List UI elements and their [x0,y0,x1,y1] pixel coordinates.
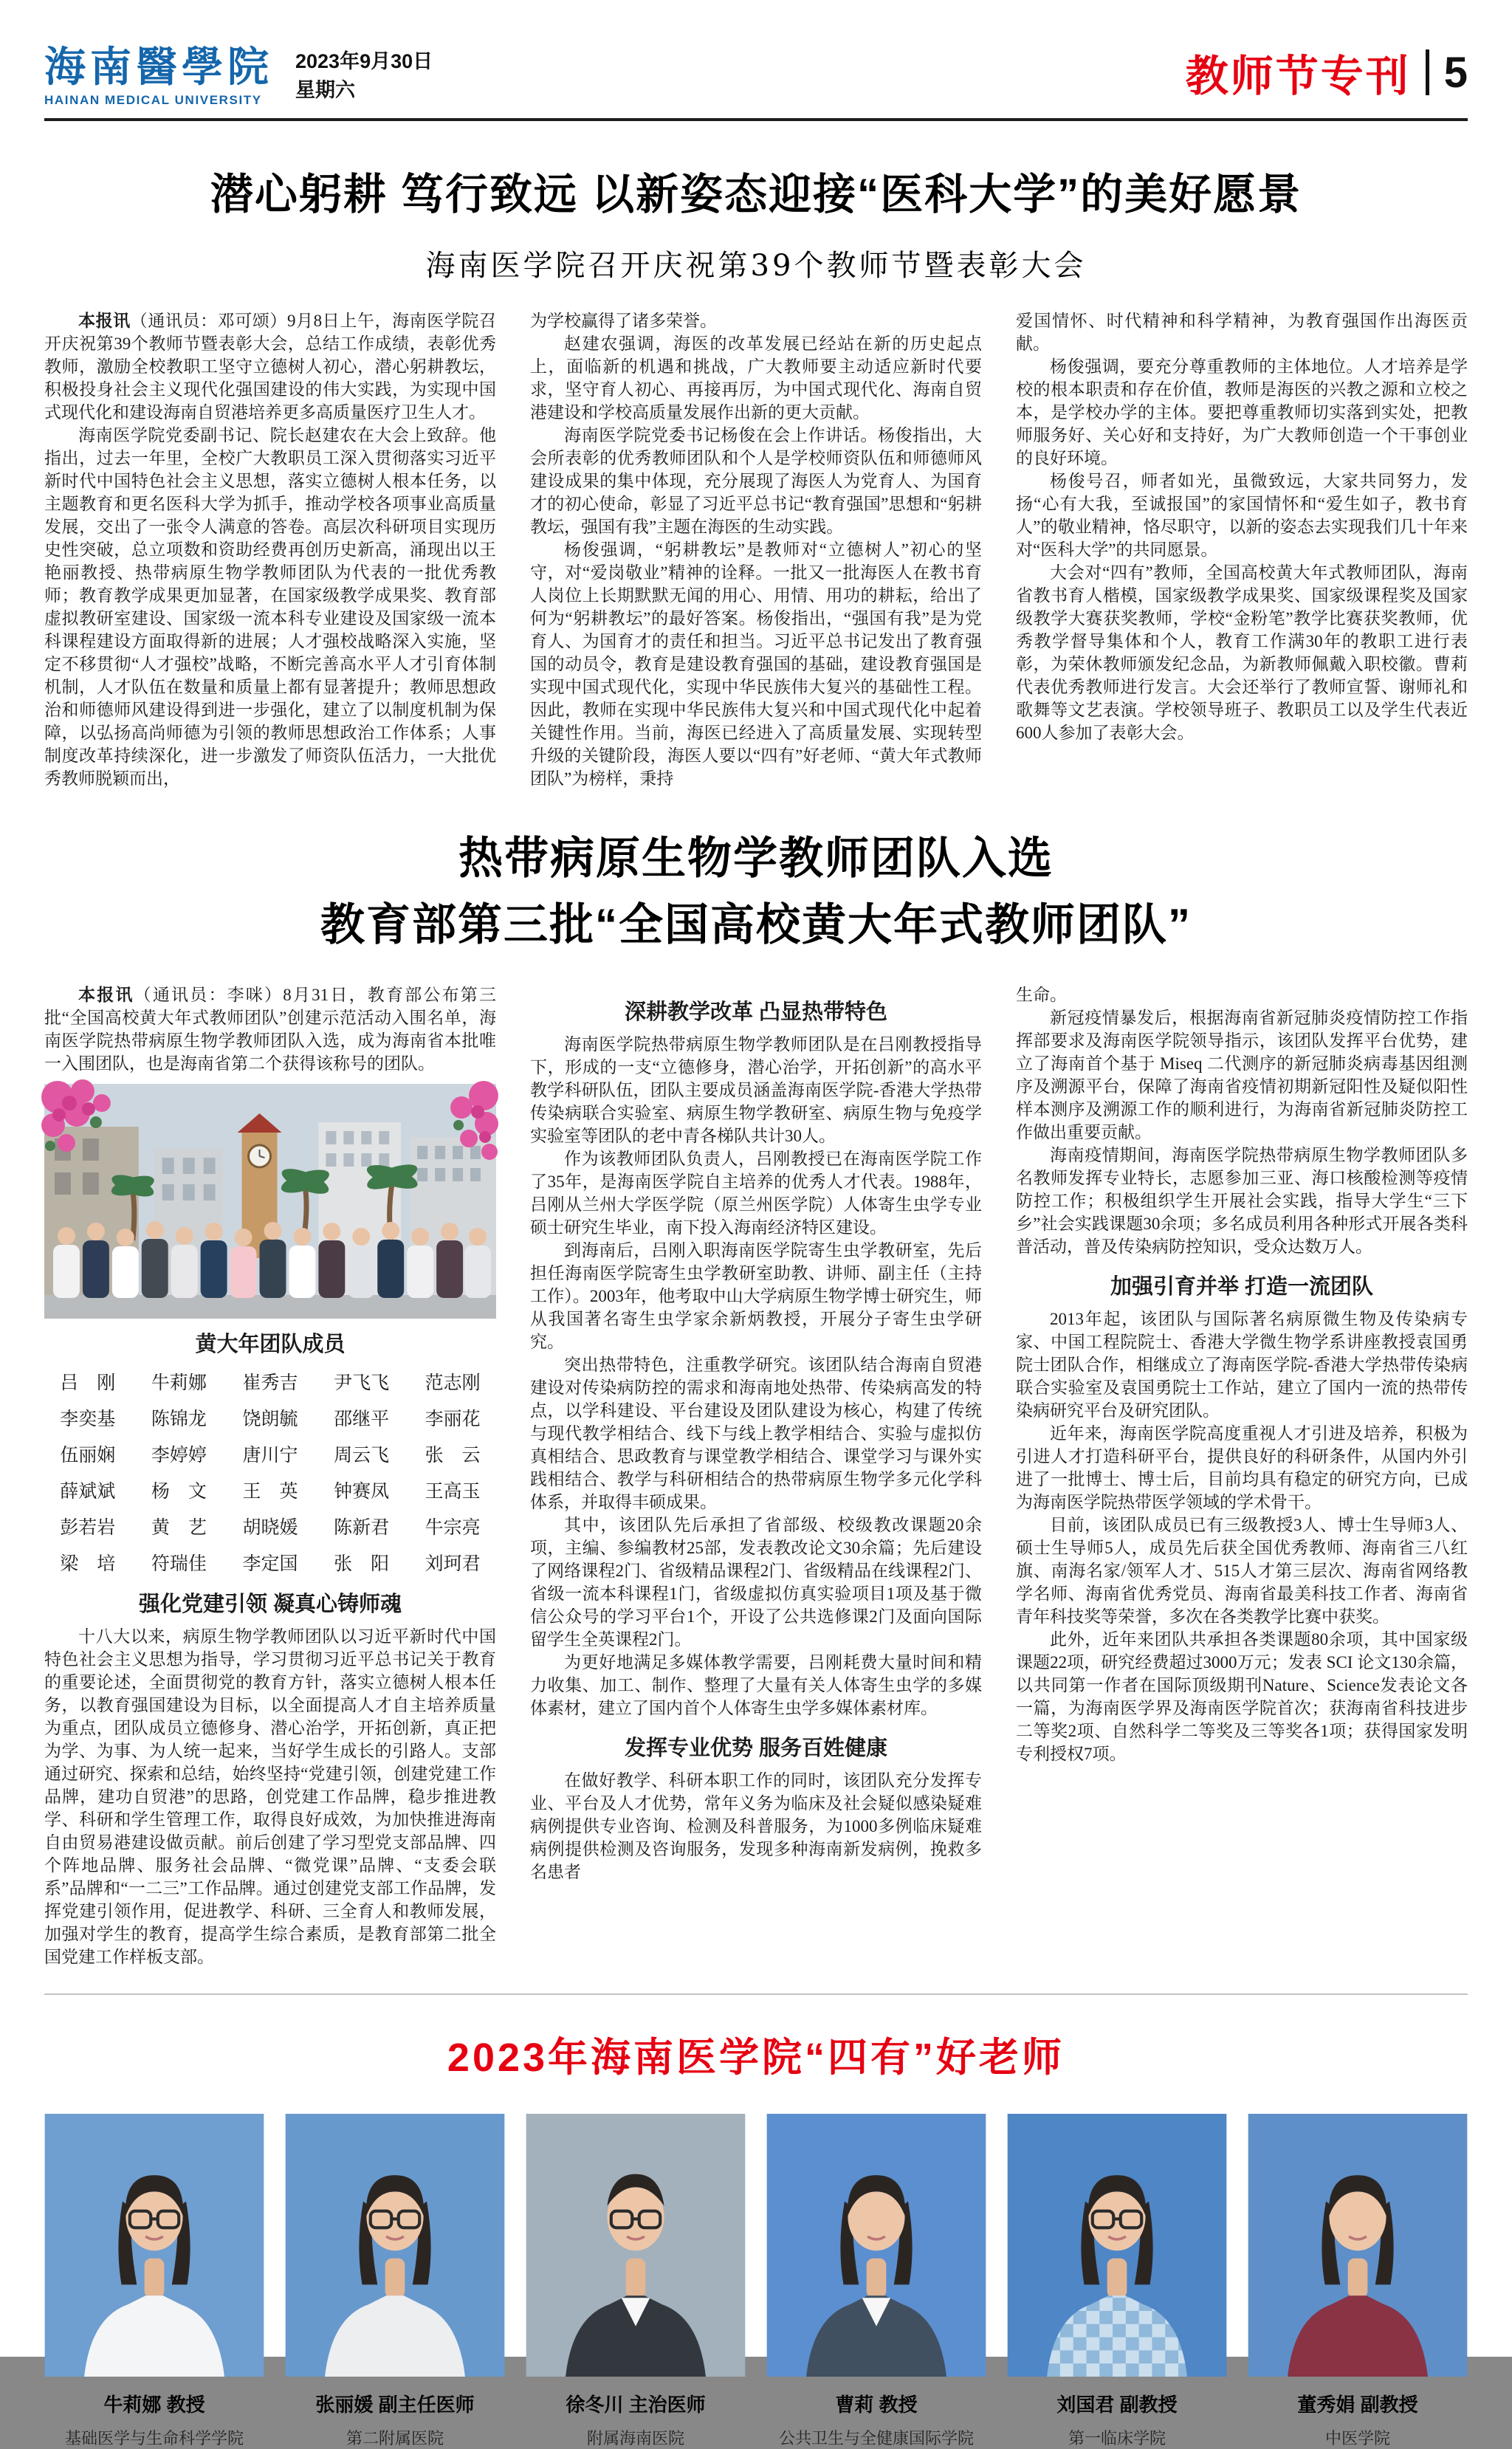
team-member-name: 李丽花 [425,1408,481,1429]
group-people [53,1221,491,1298]
teacher-name: 牛莉娜 教授 [103,2394,205,2416]
article1-body [44,309,1468,790]
team-member-name: 张 云 [425,1444,481,1466]
article1-column-3 [1016,309,1468,790]
article1-headline: 潜心躬耕 笃行致远 以新姿态迎接“医科大学”的美好愿景 [210,171,1302,219]
article2-body [44,983,1468,1968]
teacher-affiliation: 第一临床学院 [1068,2429,1166,2448]
bottom-section-divider [44,1993,1468,1995]
logo-english-text: HAINAN MEDICAL UNIVERSITY [44,93,262,107]
article2-headline [44,825,1468,958]
good-teachers-row [44,2114,1468,2449]
body-paragraph: 作为该教师团队负责人，吕刚教授已在海南医学院工作了35年，是海南医学院自主培养的优秀人才代表。1988年，吕刚从兰州大学医学院（原兰州医学院）人体寄生虫学专业硕士研究生毕业，南下投入海南经济特区建设。 [530,1150,982,1237]
article1-subheadline: 海南医学院召开庆祝第39个教师节暨表彰大会 [425,249,1087,283]
masthead-rule [44,118,1468,121]
photo-caption: 黄大年团队成员 [195,1333,346,1356]
body-paragraph: 到海南后，吕刚入职海南医学院寄生虫学教研室，先后担任海南医学院寄生虫学教研室助教、讲师、副主任（主持工作）。2003年，他考取中山大学病原生物学博士研究生，师从我国著名寄生虫学家余新炳教授，开展分子寄生虫学研究。 [530,1241,982,1351]
teacher-name: 徐冬川 主治医师 [566,2394,706,2416]
teacher-card [526,2114,746,2449]
body-paragraph: 为学校赢得了诸多荣誉。 [530,312,717,330]
body-paragraph: 海南医学院党委副书记、院长赵建农在大会上致辞。他指出，过去一年里，全校广大教职员工深入贯彻落实习近平新时代中国特色社会主义思想，落实立德树人根本任务，以主题教育和更名医科大学为抓手，推动学校各项事业高质量发展，交出了一张令人满意的答卷。高层次科研项目实现历史性突破，总立项数和资助经费再创历史新高，涌现出以王艳丽教授、热带病原生物学教师团队为代表的一批优秀教师；教育教学成果更加显著，在国家级教学成果奖、教育部虚拟教研室建设、国家级一流本科专业建设及国家级一流本科课程建设方面取得新的进展；人才强校战略深入实施，坚定不移贯彻“人才强校”战略，不断完善高水平人才引育体制机制，人才队伍在数量和质量上都有显著提升；教师思想政治和师德师风建设得到进一步强化，建立了以制度机制为保障，以弘扬高尚师德为引领的教师思想政治工作体系；人事制度改革持续深化，进一步激发了师资队伍活力，一大批优秀教师脱颖而出， [44,426,496,788]
teacher-card [1248,2114,1468,2449]
body-paragraph: 海南疫情期间，海南医学院热带病原生物学教师团队多名教师发挥专业特长，志愿参加三亚、海口核酸检测等疫情防控工作；积极组织学生开展社会实践，指导大学生“三下乡”社会实践课题30余项；多名成员利用各种形式开展各类科普活动，普及传染病防控知识，受众达数万人。 [1016,1146,1468,1256]
body-paragraph: 在做好教学、科研本职工作的同时，该团队充分发挥专业、平台及人才优势，常年义务为临床及社会疑似感染疑难病例提供专业咨询、检测及科普服务，为1000多例临床疑难病例提供检测及咨询服务，发现多种海南新发病例，挽救多名患者 [530,1771,982,1881]
team-member-name: 王高玉 [425,1480,481,1502]
body-paragraph: 杨俊强调，要充分尊重教师的主体地位。人才培养是学校的根本职责和存在价值，教师是海医的兴教之源和立校之本，是学校办学的主体。要把尊重教师切实落到实处，把教师服务好、关心好和支持好，为广大教师创造一个干事创业的良好环境。 [1016,357,1468,467]
teacher-card [766,2114,986,2449]
logo-chinese-text: 海南醫學院 [44,43,273,92]
issue-date [295,47,433,106]
teacher-portrait [766,2114,986,2377]
section-heading: 加强引育并举 打造一流团队 [1110,1275,1374,1299]
teacher-name: 张丽媛 副主任医师 [315,2394,475,2416]
teacher-affiliation: 中医学院 [1324,2429,1390,2448]
teacher-affiliation: 第二附属医院 [346,2429,444,2448]
good-teachers-title: 2023年海南医学院“四有”好老师 [447,2036,1065,2080]
body-paragraph: 爱国情怀、时代精神和科学精神，为教育强国作出海医贡献。 [1016,312,1468,353]
article2-column-2 [530,983,982,1968]
team-member-name: 范志刚 [425,1372,481,1393]
team-member-name: 崔秀吉 [242,1372,298,1393]
body-paragraph: 十八大以来，病原生物学教师团队以习近平新时代中国特色社会主义思想为指导，学习贯彻习近平总书记关于教育的重要论述，全面贯彻党的教育方针，落实立德树人根本任务，以教育强国建设为目标，以全面提高人才自主培养质量为重点，团队成员立德修身、潜心治学，开拓创新，真正把为学、为事、为人统一起来，当好学生成长的引路人。支部通过研究、探索和总结，始终坚持“党建引领，创建党建工作品牌，建功自贸港”的思路，创党建工作品牌，稳步推进教学、科研和学生管理工作，取得良好成效，为加快推进海南自由贸易港建设做贡献。前后创建了学习型党支部品牌、四个阵地品牌、服务社会品牌、“微党课”品牌、“支委会联系”品牌和“一二三”工作品牌。通过创建党支部工作品牌，发挥党建引领作用，促进教学、科研、三全育人和教师发展，加强对学生的教育，提高学生综合素质，是教育部第二批全国党建工作样板支部。 [44,1627,496,1966]
team-member-name: 钟赛凤 [334,1480,390,1502]
teacher-portrait [1248,2114,1468,2377]
section-heading: 发挥专业优势 服务百姓健康 [624,1737,888,1760]
team-member-name: 薛斌斌 [60,1480,116,1502]
teacher-card [44,2114,264,2449]
article2-column-1-rest [44,1587,496,1968]
teacher-name: 曹莉 教授 [835,2394,918,2416]
body-paragraph: 近年来，海南医学院高度重视人才引进及培养，积极为引进人才打造科研平台，提供良好的科研条件，从国内外引进了一批博士、博士后，目前均具有稳定的研究方向，已成为海南医学院热带医学领域的学术骨干。 [1016,1424,1468,1511]
body-paragraph: 突出热带特色，注重教学研究。该团队结合海南自贸港建设对传染病防控的需求和海南地处热带、传染病高发的特点，以学科建设、平台建设及团队建设为核心，构建了传统与现代教学相结合、线下与线上教学相结合、实验与虚拟仿真相结合、思政教育与课堂教学相结合、课堂学习与课外实践相结合、教学与科研相结合的热带病原生物学多元化学科体系，并取得丰硕成果。 [530,1356,982,1511]
body-paragraph: 本报讯（通讯员：李咪）8月31日，教育部公布第三批“全国高校黄大年式教师团队”创建示范活动入围名单，海南医学院热带病原生物学教师团队入选，成为海南省本批唯一入围团队，也是海南省第二个获得该称号的团队。 [44,985,497,1073]
team-member-name: 张 阳 [334,1553,390,1574]
body-paragraph: 杨俊号召，师者如光，虽微致远，大家共同努力，发扬“心有大我，至诚报国”的家国情怀和“爱生如子，教书育人”的敬业精神，恪尽职守，以新的姿态去实现我们几十年来对“医科大学”的共同愿景。 [1016,472,1468,559]
team-member-name: 梁 培 [60,1553,116,1574]
team-member-name: 王 英 [242,1480,298,1502]
article2-headline-line2: 教育部第三批“全国高校黄大年式教师团队” [320,900,1192,949]
section-label: 教师节专刊 [1185,52,1411,100]
team-member-name: 李奕基 [60,1408,116,1429]
team-member-name: 李定国 [242,1553,298,1574]
report-lead: 本报讯 [78,985,134,1004]
teacher-card [285,2114,505,2449]
team-member-name: 李婷婷 [151,1444,207,1466]
team-member-name: 陈新君 [334,1517,390,1538]
teacher-portrait [526,2114,746,2377]
team-group-photo [44,1084,496,1319]
section-heading: 强化党建引领 凝真心铸师魂 [138,1593,402,1616]
teacher-affiliation: 基础医学与生命科学学院 [64,2429,244,2448]
team-members-list [44,1368,496,1576]
team-member-name: 牛宗亮 [425,1517,481,1538]
team-member-name: 吕 刚 [60,1372,116,1393]
team-member-name: 周云飞 [334,1444,390,1466]
article2-column-1 [44,983,496,1968]
body-paragraph: 为更好地满足多媒体教学需要，吕刚耗费大量时间和精力收集、加工、制作、整理了大量有关人体寄生虫学的多媒体素材，建立了国内首个人体寄生虫学多媒体素材库。 [530,1653,982,1717]
team-member-name: 陈锦龙 [151,1408,207,1429]
teacher-portrait [1007,2114,1227,2377]
article2-column-3 [1016,983,1468,1968]
article1-column-2 [530,309,982,790]
body-paragraph: 其中，该团队先后承担了省部级、校级教改课题20余项，主编、参编教材25部，发表教改论文30余篇；先后建设了网络课程2门、省级精品课程2门、省级精品在线课程2门、省级一流本科课程1门，省级虚拟仿真实验项目1项及基于微信公众号的学习平台1个，开设了公共选修课2门及面向国际留学生全英课程2门。 [530,1516,982,1649]
body-paragraph: 目前，该团队成员已有三级教授3人、博士生导师3人、硕士生导师5人，成员先后获全国优秀教师、海南省三八红旗、南海名家/领军人才、515人才第三层次、海南省网络教学名师、海南省优秀党员、海南省最美科技工作者、海南省青年科技奖等荣誉，多次在各类教学比赛中获奖。 [1016,1516,1468,1626]
section-heading: 深耕教学改革 凸显热带特色 [624,1000,888,1024]
team-member-name: 唐川宁 [242,1444,298,1466]
body-paragraph: 生命。 [1016,986,1067,1004]
teacher-name: 董秀娟 副教授 [1297,2394,1418,2416]
team-member-name: 伍丽娴 [60,1444,116,1466]
team-member-name: 杨 文 [151,1480,207,1502]
body-paragraph: 海南医学院热带病原生物学教师团队是在吕刚教授指导下，形成的一支“立德修身，潜心治学，开拓创新”的高水平教学科研队伍，团队主要成员涵盖海南医学院-香港大学热带传染病联合实验室、病原生物学教研室、病原生物与免疫学实验室等团队的老中青各梯队共计30人。 [530,1035,982,1145]
team-member-name: 尹飞飞 [334,1372,390,1393]
body-paragraph: 海南医学院党委书记杨俊在会上作讲话。杨俊指出，大会所表彰的优秀教师团队和个人是学校师资队伍和师德师风建设成果的集中体现，充分展现了海医人为党育人、为国育才的初心使命，彰显了习近平总书记“教育强国”思想和“躬耕教坛，强国有我”主题在海医的生动实践。 [530,426,982,536]
body-paragraph: 杨俊强调，“躬耕教坛”是教师对“立德树人”初心的坚守，对“爱岗敬业”精神的诠释。一批又一批海医人在教书育人岗位上长期默默无闻的用心、用情、用功的耕耘，给出了何为“躬耕教坛”的最好答案。杨俊指出，“强国有我”是为党育人、为国育才的责任和担当。习近平总书记发出了教育强国的动员令，教育是建设教育强国的基础，建设教育强国是实现中国式现代化，实现中华民族伟大复兴的基础性工程。因此，教师在实现中华民族伟大复兴和中国式现代化中起着关键性作用。当前，海医已经进入了高质量发展、实现转型升级的关键阶段，海医人要以“四有”好老师、“黄大年式教师团队”为榜样，秉持 [530,540,982,788]
team-member-name: 牛莉娜 [151,1372,207,1393]
team-member-name: 饶朗毓 [242,1408,298,1429]
body-paragraph: 新冠疫情暴发后，根据海南省新冠肺炎疫情防控工作指挥部要求及海南医学院领导指示，该团队发挥平台优势，建立了海南首个基于 Miseq 二代测序的新冠肺炎病毒基因组测序及溯源平台，保障了海南省疫情初期新冠阳性及疑似阳性样本测序及溯源工作的顺利进行，为海南省新冠肺炎防控工作做出重要贡献。 [1016,1009,1468,1141]
article1-column-1 [44,309,496,790]
teacher-affiliation: 附属海南医院 [586,2429,684,2448]
teacher-portrait [44,2114,264,2377]
team-member-name: 邵继平 [334,1408,390,1429]
team-member-name: 胡晓媛 [242,1517,298,1538]
weekday-line: 星期六 [295,78,355,101]
article2-headline-line1: 热带病原生物学教师团队入选 [458,834,1054,883]
page-number: 5 [1443,48,1468,97]
article2-intro [44,983,496,1075]
body-paragraph: 大会对“四有”教师，全国高校黄大年式教师团队，海南省教书育人楷模，国家级教学成果奖、国家级课程奖及国家级教学大赛获奖教师，学校“金粉笔”教学比赛获奖教师，优秀教学督导集体和个人，教育工作满30年的教职工进行表彰，为荣休教师颁发纪念品，为新教师佩戴入职校徽。曹莉代表优秀教师进行发言。大会还举行了教师宣誓、谢师礼和歌舞等文艺表演。学校领导班子、教职员工以及学生代表近600人参加了表彰大会。 [1016,563,1468,742]
teacher-affiliation: 公共卫生与全健康国际学院 [778,2429,974,2448]
university-logo [44,43,273,107]
date-line: 2023年9月30日 [295,49,433,72]
teacher-card [1007,2114,1227,2449]
body-paragraph: 此外，近年来团队共承担各类课题80余项，其中国家级课题22项，研究经费超过3000万元；发表 SCI 论文130余篇，以共同第一作者在国际顶级期刊Nature、Science发表论文各一篇，为海南医学界及海南医学院首次；获海南省科技进步二等奖2项、自然科学二等奖及三等奖各1项；获得国家发明专利授权7项。 [1016,1630,1468,1763]
teacher-portrait [285,2114,505,2377]
masthead [44,0,1468,106]
page-number-divider [1426,49,1429,95]
team-member-name: 符瑞佳 [151,1553,207,1574]
body-paragraph: 赵建农强调，海医的改革发展已经站在新的历史起点上，面临新的机遇和挑战，广大教师要主动适应新时代要求，坚守育人初心、再接再厉，为中国式现代化、海南自贸港建设和学校高质量发展作出新的更大贡献。 [530,334,982,422]
report-lead: 本报讯 [78,311,131,330]
body-paragraph: 2013年起，该团队与国际著名病原微生物及传染病专家、中国工程院院士、香港大学微生物学系讲座教授袁国勇院士团队合作，相继成立了海南医学院-香港大学热带传染病联合实验室及袁国勇院士工作站，建立了国内一流的热带传染病研究平台及研究团队。 [1016,1310,1468,1420]
teacher-name: 刘国君 副教授 [1056,2394,1178,2416]
team-member-name: 黄 艺 [151,1517,207,1538]
team-member-name: 刘珂君 [425,1553,481,1574]
body-paragraph: 本报讯（通讯员：邓可颂）9月8日上午，海南医学院召开庆祝第39个教师节暨表彰大会，总结工作成绩，表彰优秀教师，激励全校教职工坚守立德树人初心，潜心躬耕教坛，积极投身社会主义现代化强国建设的伟大实践，为实现中国式现代化和建设海南自贸港培养更多高质量医疗卫生人才。 [44,311,497,422]
team-member-name: 彭若岩 [60,1517,116,1538]
